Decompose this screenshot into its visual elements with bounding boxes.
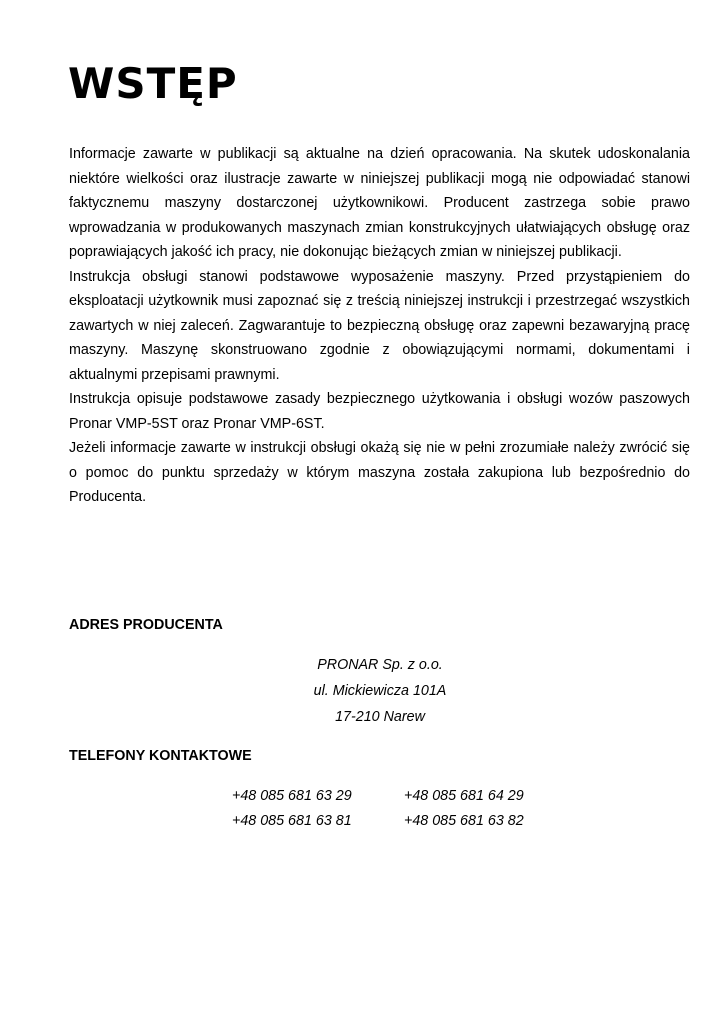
phone-number: +48 085 681 63 81 (232, 813, 352, 829)
producer-street: ul. Mickiewicza 101A (313, 683, 447, 699)
contact-phones (232, 784, 576, 834)
intro-paragraph-3: Instrukcja opisuje podstawowe zasady bezpiecznego użytkowania i obsługi wozów paszowych Pronar VMP-5ST oraz Pronar VMP-6ST. (69, 391, 690, 432)
intro-paragraph-1: Informacje zawarte w publikacji są aktualne na dzień opracowania. Na skutek udoskonalania niektóre wielkości oraz ilustracje zawarte w niniejszej publikacji mogą nie odpowiadać stanowi faktycznemu maszyny dostarczonej użytkownikowi. Producent zastrzega sobie prawo wprowadzania w produkowanych maszynach zmian konstrukcyjnych ułatwiających obsługę oraz poprawiających jakość ich pracy, nie dokonując bieżących zmian w niniejszej publikacji. (69, 146, 690, 260)
phone-row (232, 809, 576, 834)
producer-city: 17-210 Narew (335, 709, 425, 725)
producer-address-heading: ADRES PRODUCENTA (69, 617, 223, 633)
introduction-text (69, 142, 690, 510)
producer-name: PRONAR Sp. z o.o. (317, 657, 443, 673)
phone-number: +48 085 681 64 29 (404, 788, 524, 804)
phone-number: +48 085 681 63 29 (232, 788, 352, 804)
intro-paragraph-4: Jeżeli informacje zawarte w instrukcji obsługi okażą się nie w pełni zrozumiałe należy zwrócić się o pomoc do punktu sprzedaży w którym maszyna została zakupiona lub bezpośrednio do Producenta. (69, 440, 690, 505)
phone-row (232, 784, 576, 809)
intro-paragraph-2: Instrukcja obsługi stanowi podstawowe wyposażenie maszyny. Przed przystąpieniem do eksploatacji użytkownik musi zapoznać się z treścią niniejszej instrukcji i przestrzegać wszystkich zawartych w niej zaleceń. Zagwarantuje to bezpieczną obsługę oraz zapewni bezawaryjną pracę maszyny. Maszynę skonstruowano zgodnie z obowiązującymi normami, dokumentami i aktualnymi przepisami prawnymi. (69, 268, 690, 383)
contact-phones-heading: TELEFONY KONTAKTOWE (69, 748, 252, 764)
phone-number: +48 085 681 63 82 (404, 813, 524, 829)
producer-address (180, 652, 580, 730)
page-title: WSTĘP (68, 59, 238, 108)
